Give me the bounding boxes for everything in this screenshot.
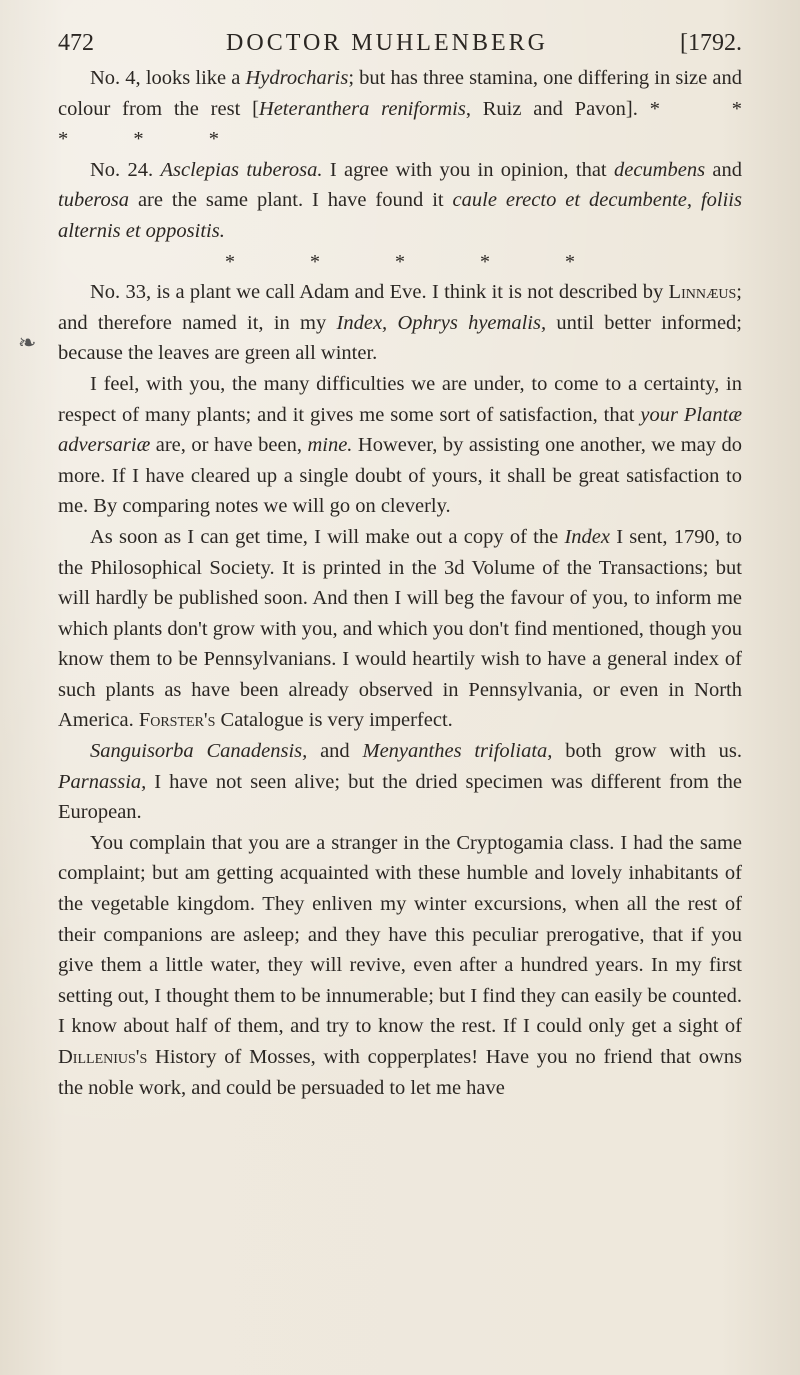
paragraph-no24: No. 24. Asclepias tuberosa. I agree with you in opinion, that decumbens and tuberosa are the same plant. I have found it caule erecto et decumbente, foliis alternis et oppositis. — [58, 158, 742, 242]
running-title: DOCTOR MUHLENBERG — [226, 30, 548, 56]
paragraph-sanguisorba: Sanguisorba Canadensis, and Menyanthes trifoliata, both grow with us. Parnassia, I have not seen alive; but the dried specimen was different from the European. — [58, 740, 743, 824]
paragraph-difficulties: I feel, with you, the many difficulties we are under, to come to a certainty, in respect of many plants; and it gives me some sort of satisfaction, that your Plantæ adversariæ are, or have been, mine. However, by assisting one another, we may do more. If I have cleared up a single doubt of yours, it shall be great satisfaction to me. By comparing notes we will go on cleverly. — [58, 372, 742, 518]
paragraph-no4: No. 4, looks like a Hydrocharis; but has three stamina, one differing in size and colour from the rest [Heteranthera reniformis, Ruiz and Pavon]. * * * * * — [58, 67, 743, 151]
running-head — [58, 30, 742, 57]
asterisk-row: * * * * * — [58, 97, 743, 151]
year-marker: [1792. — [680, 30, 742, 56]
page-number: 472 — [58, 30, 94, 56]
leaf-ornament-icon: ❧ — [18, 330, 37, 355]
paragraph-index: As soon as I can get time, I will make out a copy of the Index I sent, 1790, to the Philosophical Society. It is printed in the 3d Volume of the Transactions; but will hardly be published soon. And then I will beg the favour of you, to inform me which plants don't grow with you, and which you don't find mentioned, though you know them to be Pennsylvanians. I would heartily wish to have a general index of such plants as have been already observed in Pennsylvania, or even in North America. Forster's Catalogue is very imperfect. — [58, 525, 743, 732]
paragraph-no33: No. 33, is a plant we call Adam and Eve. I think it is not described by Linnæus; and therefore named it, in my Index, Ophrys hyemalis, until better informed; because the leaves are green all winter. — [58, 281, 743, 365]
paragraph-cryptogamia: You complain that you are a stranger in the Cryptogamia class. I had the same complaint; but am getting acquainted with these humble and lovely inhabitants of the vegetable kingdom. They enliven my winter excursions, when all the rest of their companions are asleep; and they have this peculiar prerogative, that if you give them a little water, they will revive, even after a hundred years. In my first setting out, I thought them to be innumerable; but I find they can easily be counted. I know about half of them, and try to know the rest. If I could only get a sight of Dillenius's History of Mosses, with copperplates! Have you no friend that owns the noble work, and could be persuaded to let me have — [58, 831, 742, 1099]
asterisk-divider: * * * * * — [225, 250, 575, 273]
